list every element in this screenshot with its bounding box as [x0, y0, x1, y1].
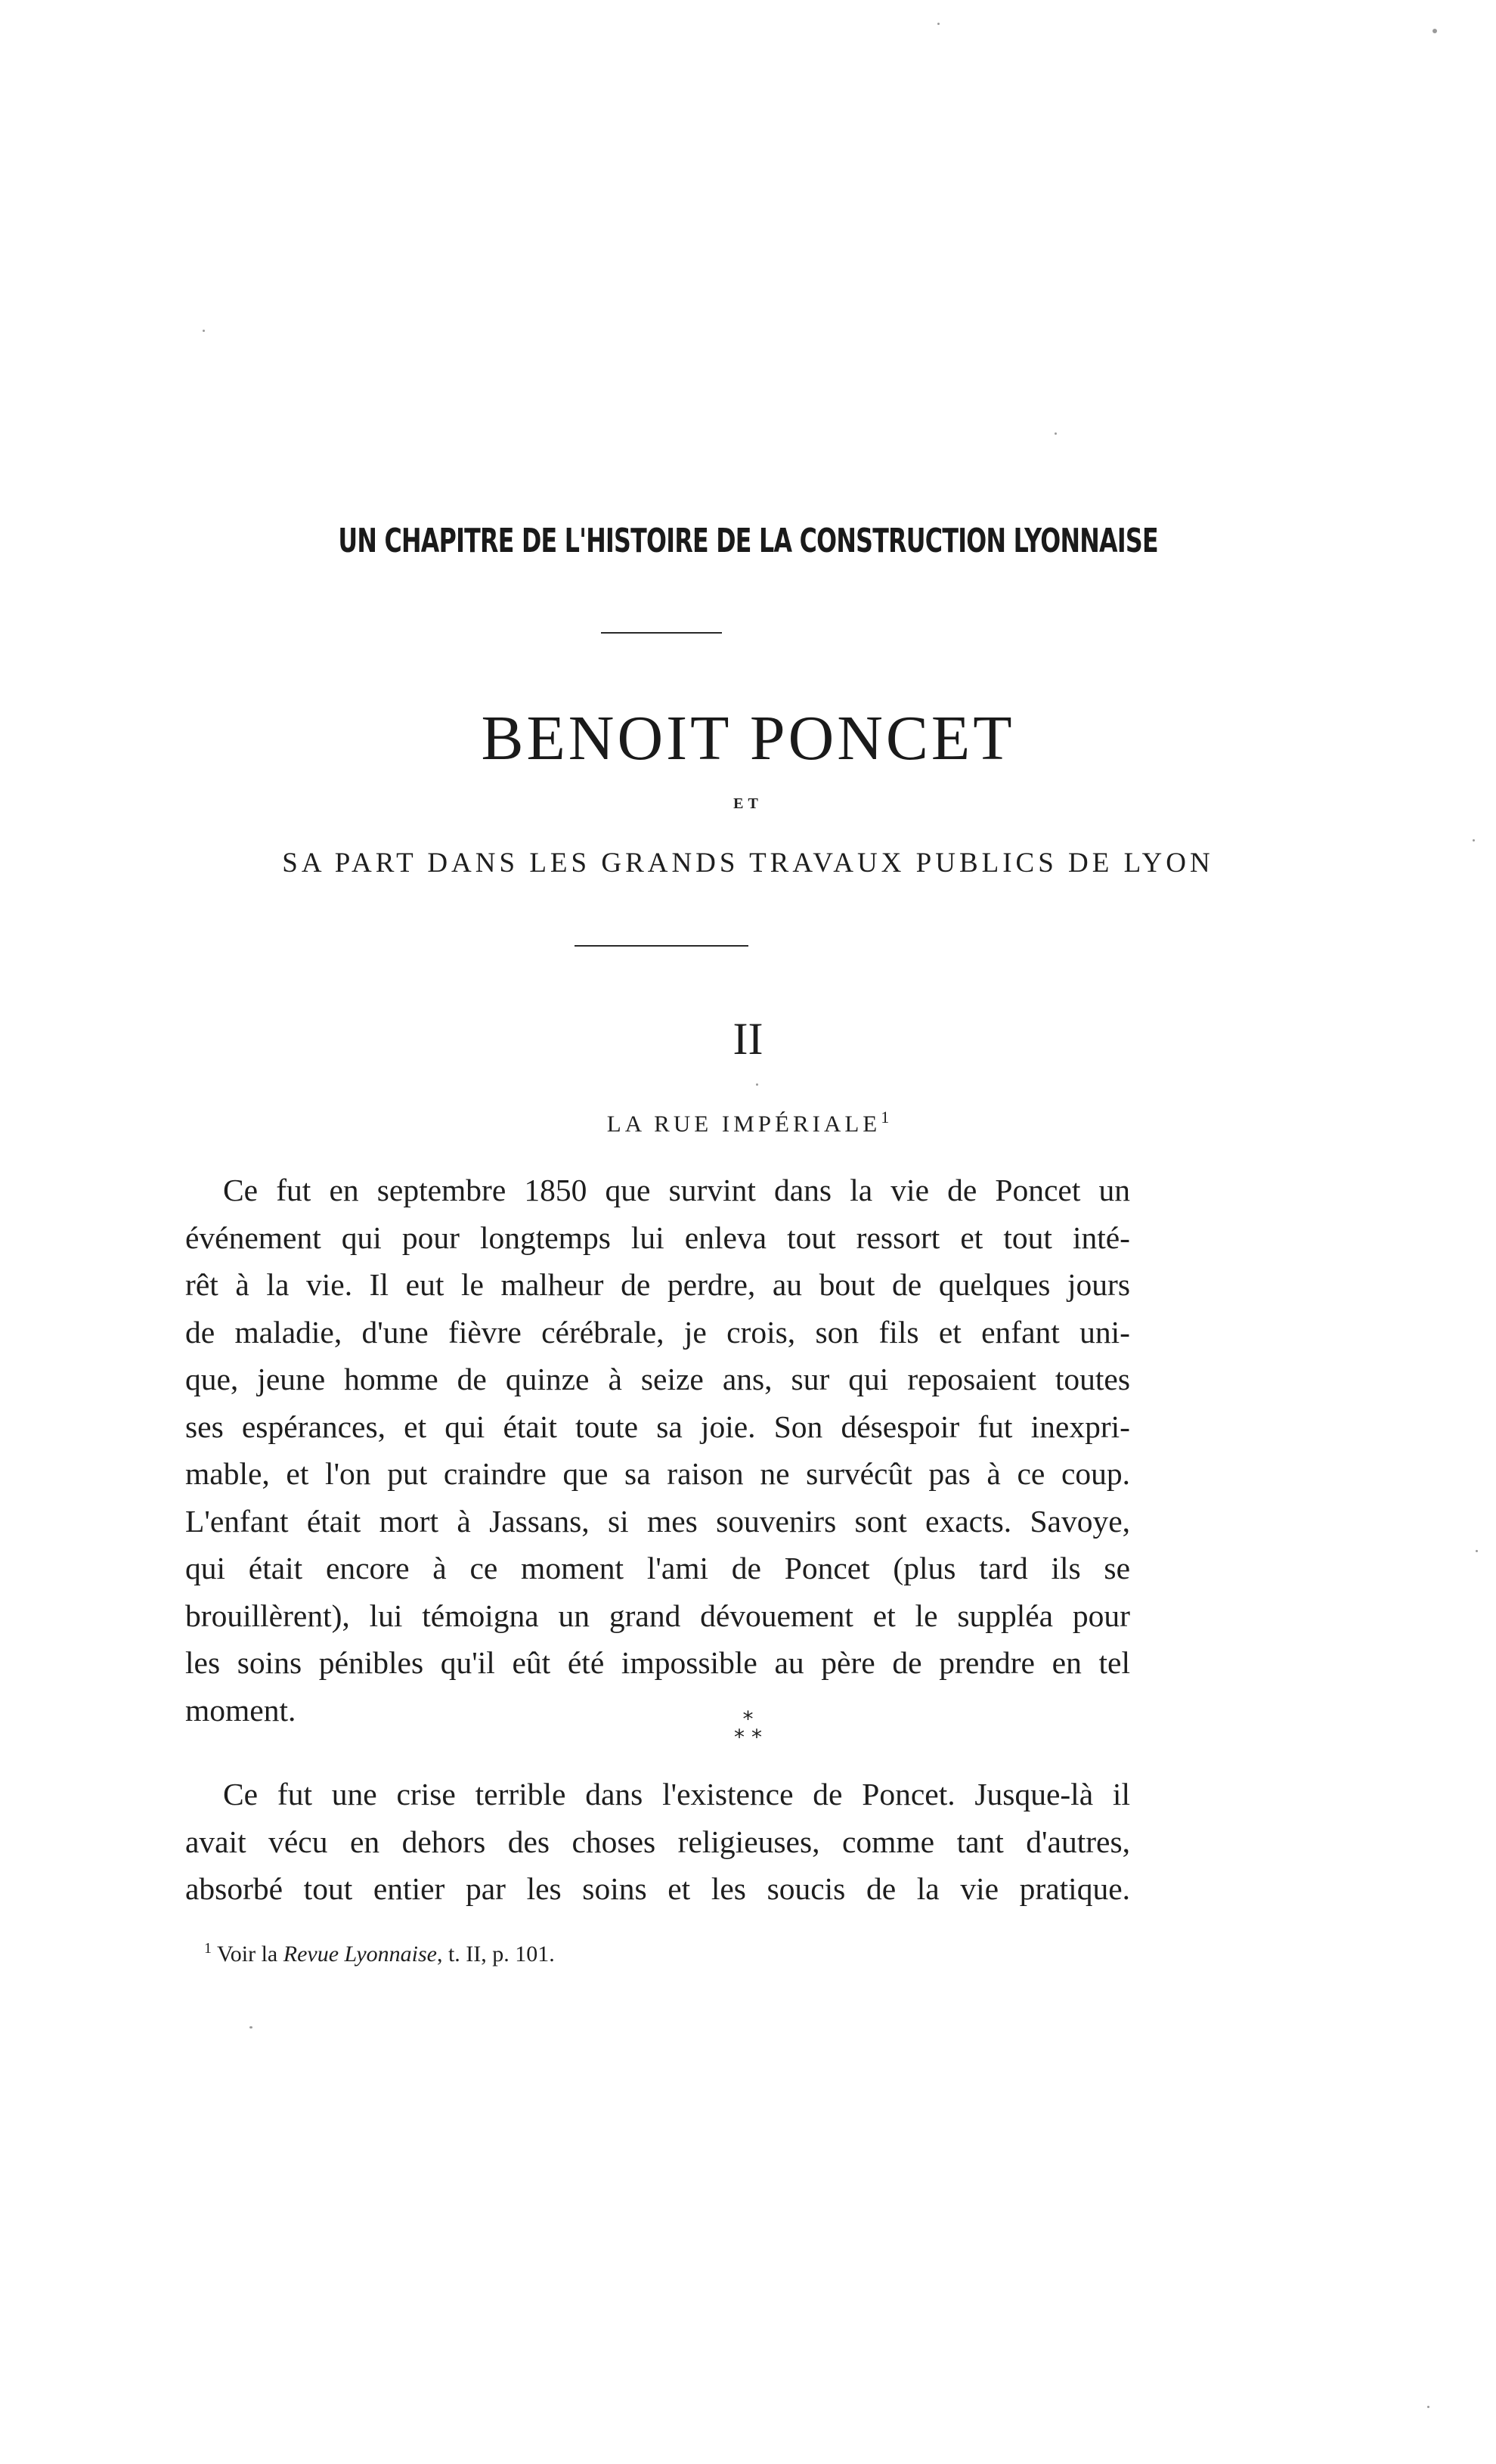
paragraph-2: [185, 1771, 1130, 1913]
scan-speck: [1427, 2406, 1429, 2408]
text-line: avait vécu en dehors des choses religieuses, comme tant d'autres,: [185, 1824, 1130, 1859]
footnote-reference: 1: [881, 1108, 890, 1127]
chapter-heading: [0, 1108, 1496, 1137]
asterism-bottom: * *: [734, 1725, 762, 1750]
scan-speck: [756, 1083, 758, 1086]
asterism-top: *: [742, 1706, 754, 1731]
header-rule: [601, 632, 722, 634]
scan-speck: [249, 2026, 252, 2029]
footnote-journal: Revue Lyonnaise: [283, 1942, 437, 1967]
article-subtitle: SA PART DANS LES GRANDS TRAVAUX PUBLICS DE LYON: [282, 848, 1214, 879]
footnote-suffix: , t. II, p. 101.: [436, 1942, 555, 1967]
scan-speck: [1055, 432, 1057, 435]
text-line: mable, et l'on put craindre que sa raison ne survécût pas à ce coup.: [185, 1456, 1130, 1491]
asterism: [0, 1706, 1496, 1750]
paragraph-1: [185, 1167, 1130, 1734]
footnote-prefix: Voir la: [216, 1942, 278, 1967]
text-line: brouillèrent), lui témoigna un grand dévouement et le suppléa pour: [185, 1598, 1130, 1633]
subtitle-rule: [575, 945, 748, 947]
text-line: de maladie, d'une fièvre cérébrale, je crois, son fils et enfant uni-: [185, 1314, 1130, 1350]
text-line: qui était encore à ce moment l'ami de Poncet (plus tard ils se: [185, 1551, 1130, 1585]
scan-speck: [203, 330, 205, 332]
text-line: Ce fut en septembre 1850 que survint dans la vie de Poncet un: [223, 1173, 1130, 1207]
text-line: ses espérances, et qui était toute sa joie. Son désespoir fut inexpri-: [185, 1409, 1130, 1444]
scan-speck: [1476, 1550, 1478, 1552]
text-line: que, jeune homme de quinze à seize ans, sur qui reposaient toutes: [185, 1362, 1130, 1396]
text-line: Ce fut une crise terrible dans l'existence de Poncet. Jusque-là il: [223, 1777, 1130, 1812]
chapter-title: LA RUE IMPÉRIALE: [606, 1110, 881, 1137]
text-line: L'enfant était mort à Jassans, si mes souvenirs sont exacts. Savoye,: [185, 1503, 1130, 1539]
footnote-marker: 1: [204, 1940, 212, 1957]
scan-speck: [1433, 29, 1437, 33]
text-line: événement qui pour longtemps lui enleva tout ressort et tout inté-: [185, 1220, 1130, 1255]
text-line: moment.: [185, 1692, 296, 1728]
footnote: [204, 1940, 555, 1967]
scan-speck: [1473, 839, 1475, 841]
article-title: BENOIT PONCET: [481, 703, 1015, 773]
chapter-number: II: [733, 1014, 763, 1064]
running-head: UN CHAPITRE DE L'HISTOIRE DE LA CONSTRUCTION LYONNAISE: [338, 522, 1158, 560]
scan-speck: [937, 23, 940, 25]
text-line: les soins pénibles qu'il eût été impossible au père de prendre en tel: [185, 1645, 1130, 1680]
text-line: rêt à la vie. Il eut le malheur de perdre, au bout de quelques jours: [185, 1267, 1130, 1302]
text-line: absorbé tout entier par les soins et les soucis de la vie pratique.: [185, 1871, 1130, 1906]
title-conjunction: ET: [733, 795, 763, 812]
